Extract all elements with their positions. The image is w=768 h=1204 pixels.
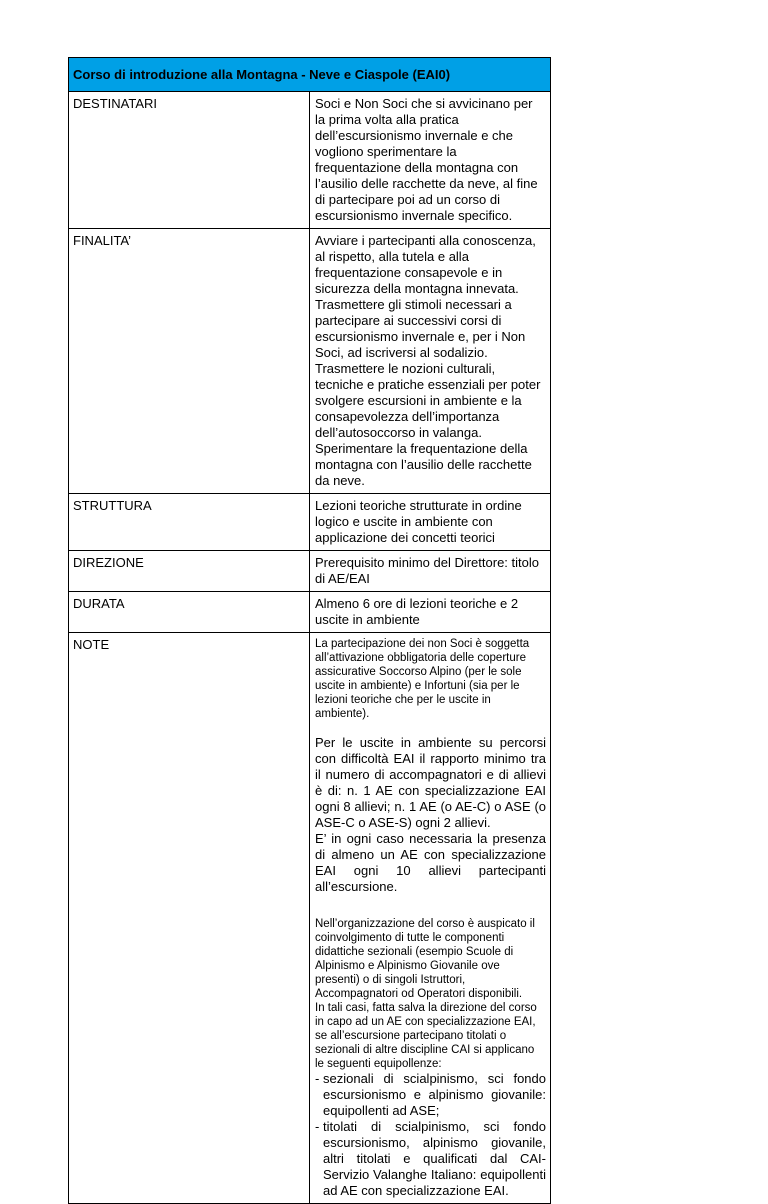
- row-note: [69, 633, 551, 1204]
- note-organization: Nell’organizzazione del corso è auspicato il coinvolgimento di tutte le componenti didattiche sezionali (esempio Scuole di Alpinismo e Alpinismo Giovanile ove presenti) o di singoli Istruttori, Accompagnatori od Operatori disponibili.: [315, 918, 535, 1000]
- course-table: [68, 57, 551, 1204]
- label-finalita: FINALITA’: [69, 229, 310, 494]
- row-direzione: [69, 551, 551, 592]
- row-destinatari: [69, 92, 551, 229]
- content-finalita: [310, 229, 551, 494]
- course-title: Corso di introduzione alla Montagna - Neve e Ciaspole (EAI0): [69, 58, 551, 92]
- row-struttura: [69, 494, 551, 551]
- content-durata: Almeno 6 ore di lezioni teoriche e 2 uscite in ambiente: [310, 592, 551, 633]
- note-ratio: Per le uscite in ambiente su percorsi con difficoltà EAI il rapporto minimo tra il numero di accompagnatori e di allievi è di: n. 1 AE con specializzazione EAI ogni 8 allievi; n. 1 AE (o AE-C) o ASE (o ASE-C o ASE-S) ogni 2 allievi.: [315, 735, 546, 830]
- note-insurance: La partecipazione dei non Soci è soggetta all’attivazione obbligatoria delle coperture assicurative Soccorso Alpino (per le sole uscite in ambiente) e Infortuni (sia per le lezioni teoriche che per le uscite in ambiente).: [315, 638, 530, 720]
- label-durata: DURATA: [69, 592, 310, 633]
- label-direzione: DIREZIONE: [69, 551, 310, 592]
- note-presence: E’ in ogni caso necessaria la presenza di almeno un AE con specializzazione EAI ogni 10 allievi partecipanti all’escursione.: [315, 831, 546, 894]
- content-note: [310, 633, 551, 1204]
- label-struttura: STRUTTURA: [69, 494, 310, 551]
- bullet-text: sezionali di scialpinismo, sci fondo escursionismo e alpinismo giovanile: equipollenti ad ASE;: [323, 1071, 546, 1118]
- finalita-paragraph-1: Avviare i partecipanti alla conoscenza, al rispetto, alla tutela e alla frequentazione consapevole e in sicurezza della montagna innevata.: [315, 233, 536, 296]
- label-destinatari: DESTINATARI: [69, 92, 310, 229]
- bullet-item: [315, 1071, 546, 1119]
- content-struttura: Lezioni teoriche strutturate in ordine logico e uscite in ambiente con applicazione dei concetti teorici: [310, 494, 551, 551]
- bullet-mark: -: [315, 1119, 320, 1134]
- content-destinatari: Soci e Non Soci che si avvicinano per la prima volta alla pratica dell’escursionismo invernale e che vogliono sperimentare la frequentazione della montagna con l’ausilio delle racchette da neve, al fine di partecipare poi ad un corso di escursionismo invernale specifico.: [310, 92, 551, 229]
- bullet-text: titolati di scialpinismo, sci fondo escursionismo, alpinismo giovanile, altri titolati e qualificati dal CAI-Servizio Valanghe Italiano: equipollenti ad AE con specializzazione EAI.: [323, 1119, 546, 1198]
- content-direzione: Prerequisito minimo del Direttore: titolo di AE/EAI: [310, 551, 551, 592]
- row-finalita: [69, 229, 551, 494]
- finalita-paragraph-3: Trasmettere le nozioni culturali, tecniche e pratiche essenziali per poter svolgere escursioni in ambiente e la consapevolezza dell’importanza dell’autosoccorso in valanga.: [315, 361, 541, 440]
- note-equivalences-intro: In tali casi, fatta salva la direzione del corso in capo ad un AE con specializzazione EAI, se all’escursione partecipano titolati o sezionali di altre discipline CAI si applicano le seguenti equipollenze:: [315, 1002, 537, 1070]
- bullet-item: [315, 1119, 546, 1199]
- label-note: NOTE: [69, 633, 310, 1204]
- title-row: [69, 58, 551, 92]
- finalita-paragraph-4: Sperimentare la frequentazione della montagna con l’ausilio delle racchette da neve.: [315, 441, 532, 488]
- row-durata: [69, 592, 551, 633]
- bullet-mark: -: [315, 1071, 320, 1086]
- finalita-paragraph-2: Trasmettere gli stimoli necessari a partecipare ai successivi corsi di escursionismo invernale e, per i Non Soci, ad iscriversi al sodalizio.: [315, 297, 526, 360]
